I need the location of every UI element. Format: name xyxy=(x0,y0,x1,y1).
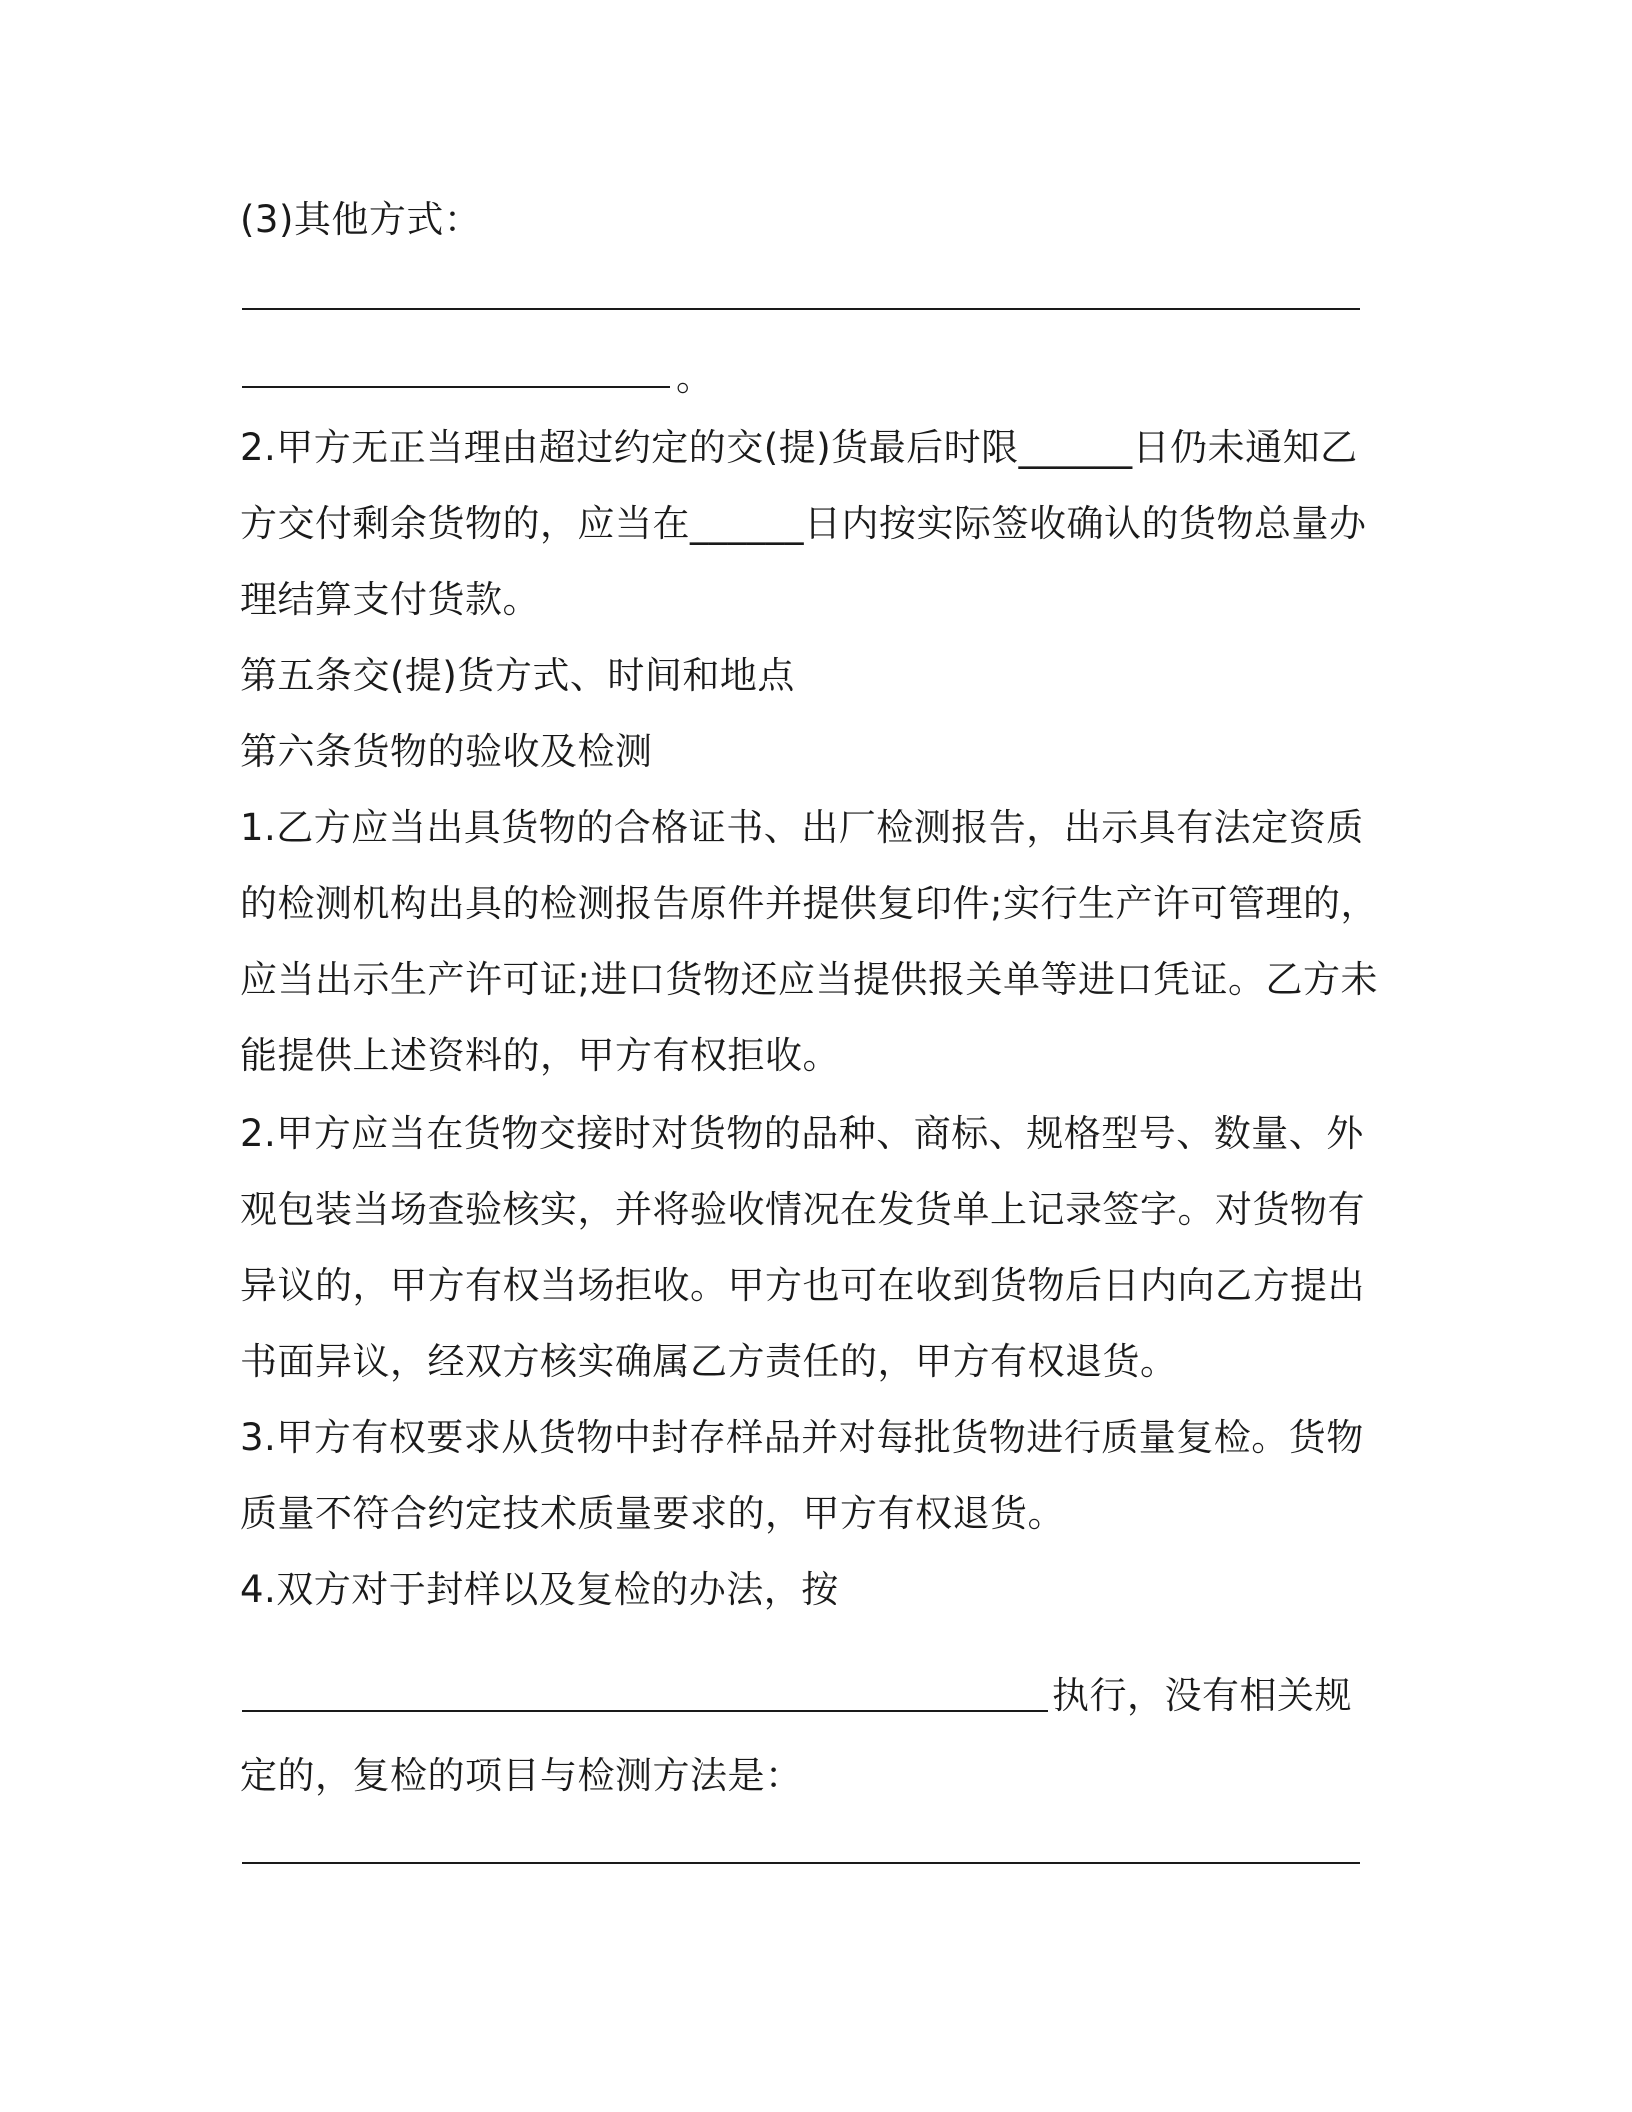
text-period: 。 xyxy=(676,356,713,399)
blank-fill-line xyxy=(242,1862,1360,1864)
text-line: 观包装当场查验核实，并将验收情况在发货单上记录签字。对货物有 xyxy=(240,1188,1365,1231)
article-five-heading: 第五条交(提)货方式、时间和地点 xyxy=(240,654,795,697)
text-line: 理结算支付货款。 xyxy=(240,578,540,621)
text-line: 4.双方对于封样以及复检的办法，按 xyxy=(240,1568,839,1611)
blank-fill-line xyxy=(242,1710,1048,1712)
text-line: 定的，复检的项目与检测方法是： xyxy=(240,1754,803,1797)
text-line: 2.甲方无正当理由超过约定的交(提)货最后时限______日仍未通知乙 xyxy=(240,426,1358,469)
text-line: 能提供上述资料的，甲方有权拒收。 xyxy=(240,1034,840,1077)
text-line: 异议的，甲方有权当场拒收。甲方也可在收到货物后日内向乙方提出 xyxy=(240,1264,1365,1307)
text-line: 2.甲方应当在货物交接时对货物的品种、商标、规格型号、数量、外 xyxy=(240,1112,1364,1155)
text-line: 方交付剩余货物的，应当在______日内按实际签收确认的货物总量办 xyxy=(240,502,1367,545)
text-line: 质量不符合约定技术质量要求的，甲方有权退货。 xyxy=(240,1492,1065,1535)
blank-fill-line xyxy=(242,386,670,388)
text-line: 书面异议，经双方核实确属乙方责任的，甲方有权退货。 xyxy=(240,1340,1178,1383)
text-line-other-methods: (3)其他方式： xyxy=(240,198,482,241)
text-line: 应当出示生产许可证;进口货物还应当提供报关单等进口凭证。乙方未 xyxy=(240,958,1378,1001)
article-six-heading: 第六条货物的验收及检测 xyxy=(240,730,653,773)
text-line: 执行，没有相关规 xyxy=(1052,1674,1352,1717)
text-line: 3.甲方有权要求从货物中封存样品并对每批货物进行质量复检。货物 xyxy=(240,1416,1364,1459)
text-line: 1.乙方应当出具货物的合格证书、出厂检测报告，出示具有法定资质 xyxy=(240,806,1364,849)
blank-fill-line xyxy=(242,308,1360,310)
text-line: 的检测机构出具的检测报告原件并提供复印件;实行生产许可管理的， xyxy=(240,882,1378,925)
